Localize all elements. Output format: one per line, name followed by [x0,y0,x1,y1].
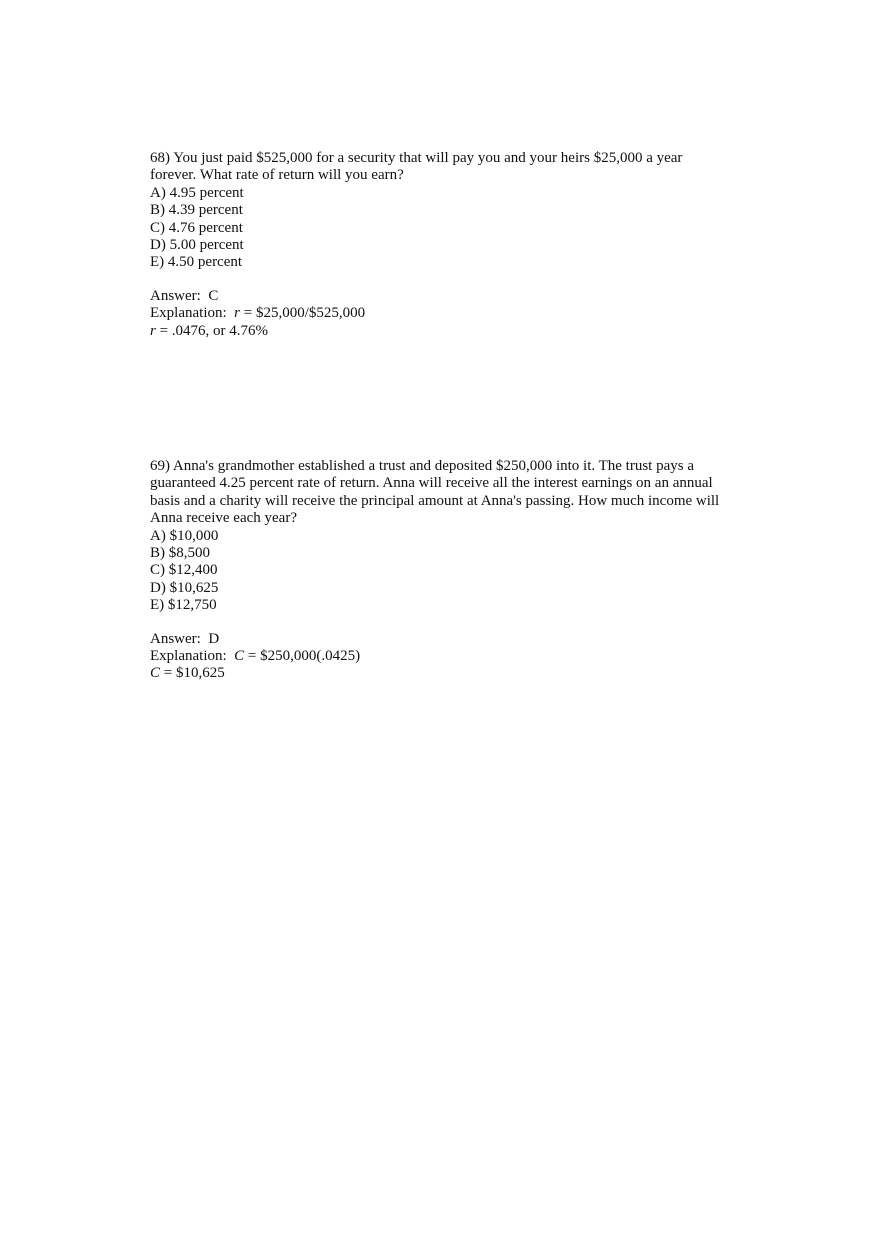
answer-option-e: E) 4.50 percent [150,254,243,271]
explanation-line [150,323,740,340]
explanation-formula: = .0476, or 4.76% [155,322,269,339]
answer-option-d: D) $10,625 [150,579,219,596]
explanation-formula: = $250,000(.0425) [244,648,361,665]
answer-option-a: A) $10,000 [150,527,219,544]
explanation-line [150,665,740,682]
question-69 [150,458,740,683]
explanation-variable: C [234,648,245,665]
question-stem-line: guaranteed 4.25 percent rate of return. Anna will receive all the interest earnings on an annual [150,475,713,492]
explanation-label: Explanation: [150,305,235,322]
explanation-variable: r [234,305,240,322]
answer-option-c: C) 4.76 percent [150,219,243,236]
question-stem-line: Anna receive each year? [150,510,297,527]
explanation-label: Explanation: [150,648,235,665]
answer-option-b: B) $8,500 [150,545,210,562]
answer-option-e: E) $12,750 [150,597,217,614]
answer-option-b: B) 4.39 percent [150,202,243,219]
explanation-line [150,648,740,665]
question-stem-line: 69) Anna's grandmother established a trust and deposited $250,000 into it. The trust pays a [150,458,694,474]
answer-option-d: D) 5.00 percent [150,237,244,254]
explanation-line [150,305,740,322]
question-68 [150,150,740,340]
answer-key: Answer: D [150,630,220,647]
explanation-variable: C [150,665,161,682]
question-stem-line: basis and a charity will receive the principal amount at Anna's passing. How much income will [150,492,720,509]
answer-key: Answer: C [150,287,219,304]
answer-option-c: C) $12,400 [150,562,218,579]
question-stem-line: forever. What rate of return will you earn? [150,167,404,184]
explanation-formula: = $25,000/$525,000 [240,305,366,322]
explanation-formula: = $10,625 [160,665,225,682]
answer-option-a: A) 4.95 percent [150,184,244,201]
question-stem-line: 68) You just paid $525,000 for a security that will pay you and your heirs $25,000 a year [150,150,683,166]
explanation-variable: r [150,322,156,339]
